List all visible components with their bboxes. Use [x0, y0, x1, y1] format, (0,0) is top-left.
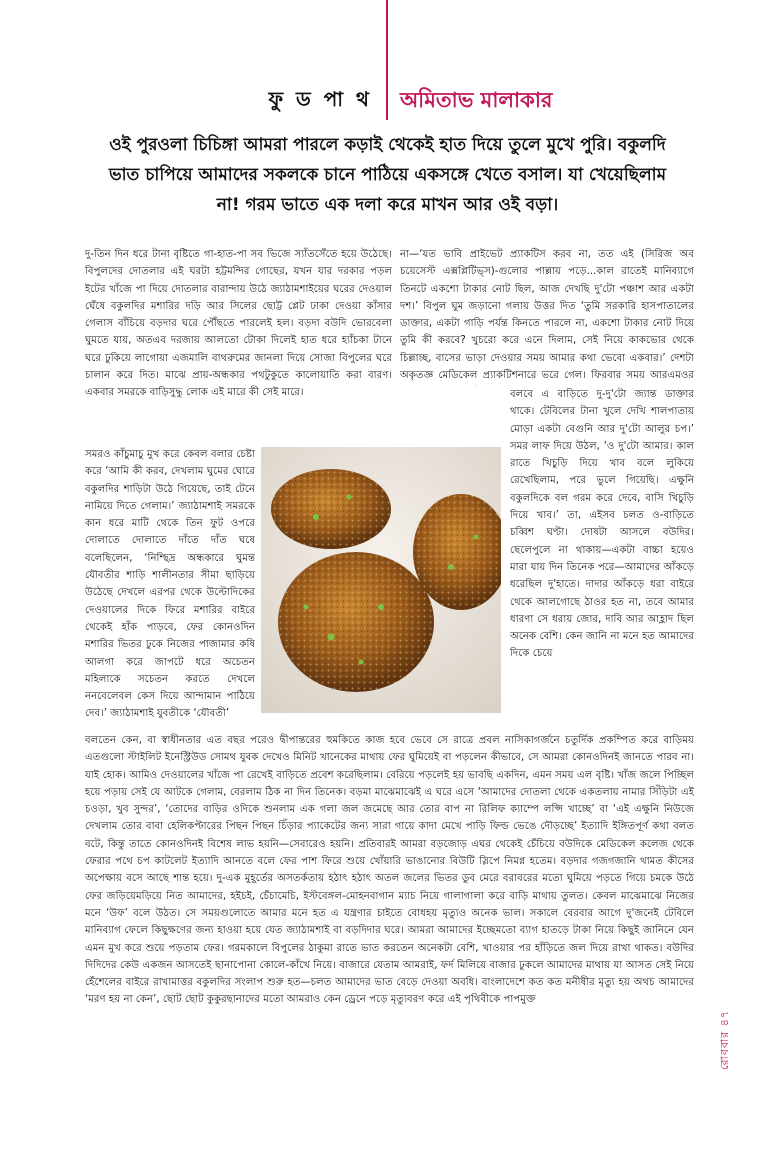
body-paragraph: না—‘যত ভাবি প্রাইভেট প্র্যাকটিস করব না, তত এই (সিরিজ অব চয়েসেস্ট এক্সপ্লিটিভ্স)-গুলোর পাল্লায় পড়ে...কাল রাতেই মানিব্যাগে তিনটে একশো টাকার নোট ছিল, আজ দেখছি দু'টো পঞ্চাশ আর একটা দশ।’ বিপুল ঘুম জড়ানো গলায় উত্তর দিত ‘তুমি সরকারি হাসপাতালের ডাক্তার, একটা গাড়ি পর্যন্ত কিনতে পারলে না, একশো টাকার নোট দিয়ে তুমি কী করবে? খুচরো করে এনে দিলাম, সেই নিয়ে কাকভোর থেকে চিল্লাচ্ছ, বাসের ভাড়া দেওয়ার সময় আমার কথা ভেবো একবার।’ দেশটা অকৃতজ্ঞ মেডিকেল প্র্যাকটিশনারে ভরে গেল। ফিরবার সময় আরএমওর [400, 249, 694, 382]
cutlet-1 [271, 469, 391, 549]
body-paragraph: দু-তিন দিন ধরে টানা বৃষ্টিতে গা-হাত-পা সব ভিজে স্যাঁতসেঁতে হয়ে উঠেছে। বিপুলদের দোতলার এই ঘরটা হট্টমন্দির গোছের, যখন যার দরকার পড়ল ইটের খাঁজে পা দিয়ে দোতলার বারান্দায় উঠে জ্যাঠামশাইয়ের ঘরের দেওয়াল ঘেঁষে বকুলদির মশারির দড়ি আর সিলের ছোট্ট প্লেট ঢাকা দেওয়া কাঁসার গেলাস বাঁচিয়ে বড়দার ঘরে পৌঁছতে পারলেই হল। বড়দা বউদি ভোরবেলা ঘুমতে যায়, অতএব দরজায় আলতো টোকা দিলেই হাত ধরে হ্যাঁচকা টানে ঘরে ঢুকিয়ে লাগোয়া এজমালি বাথরুমের জানলা দিয়ে সোজা বিপুলের ঘরে চালান করে দিত। মাঝে প্রায়-অন্ধকার পথটুকুতে কালোয়াতি করা বারণ। একবার সমরকে বাড়িসুদ্ধু লোক এই মারে কী সেই মারে। [85, 249, 392, 399]
body-column-right-wrap [510, 386, 694, 718]
header-divider [386, 0, 388, 120]
body-paragraph: সমরও কাঁচুমাচু মুখ করে কেবল বলার চেষ্টা করে ‘আমি কী করব, দেখলাম ঘুমের ঘোরে বকুলদির শাড়িটা উঠে গিয়েছে, তাই টেনে নামিয়ে দিতে গেলাম।’ জ্যাঠামশাই সমরকে কান ধরে মাটি থেকে তিন ফুট ওপরে দোলাতে দোলাতে দাঁতে দাঁত ঘষে বলেছিলেন, ‘নিশ্ছিদ্র অন্ধকারে ঘুমন্ত যৌবতীর শাড়ি শালীনতার সীমা ছাড়িয়ে উঠেছে দেখলে এরপর থেকে উল্টোদিকের দেওয়ালের দিকে ফিরে মশারির বাইরে থেকেই হাঁক পাড়বে, ফের কোনওদিন মশারির ভিতর ঢুকে নিজের পাজামার কষি আলগা করে জাপটে ধরে অচেতন মহিলাকে সচেতন করতে দেখলে ননবেলেবল কেস দিয়ে আন্দামান পাঠিয়ে দেব।’ জ্যাঠামশাই যুবতীকে ‘যৌবতী’ [85, 449, 255, 720]
food-photo [261, 447, 501, 713]
cutlet-3 [278, 552, 434, 692]
body-paragraph: বলতেন কেন, বা স্বাধীনতার এত বছর পরেও দ্বীপান্তরের হুমকিতে কাজ হবে ভেবে সে রাত্রে প্রবল নাসিকাগর্জনে চতুর্দিক প্রকম্পিত করে বাড়িময় এতগুলো স্টাইলিট ইনেস্ট্রিউড সোমথ যুবক দেখেও মিনিট খানেকের মাথায় ফের ঘুমিয়েই বা পড়লেন কীভাবে, সে আমরা কোনওদিনই জানতে পারব না। যাই হোক। আমিও দেওয়ালের খাঁজে পা রেখেই বাড়িতে প্রবেশ করেছিলাম। বেরিয়ে পড়লেই হয় ভাবছি একদিন, এমন সময় এল বৃষ্টি। খাঁজ জলে পিচ্ছিল হয়ে পড়ায় সেই যে আটকে গেলাম, বেরলাম ঠিক না দিন তিনেক। বড়মা মাঝেমাঝেই এ ঘরে এসে ‘আমাদের দোতলা থেকে একতলায় নামার সিঁড়িটা এই চওড়া, খুব সুন্দর’, ‘তোদের বাড়ির ওদিকে শুনলাম এক গলা জল জমেছে আর তোর বাপ না রিলিফ ক্যাম্পে লপ্সি খাচ্ছে’ বা ‘এই এক্ষুনি নিউজে দেখলাম তোর বাবা হেলিকপ্টারের পিছন পিছন চিঁড়ার প্যাকেটের জন্য সারা গায়ে কাদা মেখে পাড়ি ফিল্ড ভেঙে দৌড়চ্ছে’ ইত্যাদি ইঙ্গিতপূর্ণ কথা বলত বটে, কিন্তু তাতে কোনওদিনই বিশেষ লাভ হয়নি—সেবারেও হয়নি। প্রতিবারই আমরা বড়জোড় এঘর থেকেই চেঁচিয়ে বউদিকে মেডিকেল কলেজ থেকে ফেরার পথে চপ কাটলেট ইত্যাদি আনতে বলে ফের পাশ ফিরে শুয়ে খোঁয়ারি ভাঙানোর বিউটি স্লিপে নিমগ্ন হতেম। বড়দার গজগজানি থামত কীসের অপেক্ষায় বসে আছে শান্ত হয়ে। দু-এক মুহূর্তের অসতর্কতায় হঠাৎ হঠাৎ অতল জলের ভিতর ডুব মেরে বরাবরের মতো ঘুমিয়ে পড়তে গিয়ে চমকে উঠে ফের জড়িয়েমড়িয়ে নিত আমাদের, হইচই, চেঁচামেচি, ইস্টবেঙ্গল-মোহনবাগান ম্যাচ নিয়ে গালাগালা করে বাড়ি মাথায় তুলত। কেবল মাঝেমাঝে নিজের মনে ‘উফ’ বলে উঠত। সে সময়গুলোতে আমার মনে হত এ যন্ত্রণার চাইতে বোধহয় মৃত্যুও অনেক ভাল। সকালে বেরবার আগে দু'জনেই টেবিলে মানিব্যাগ ফেলে কিছুক্ষণের জন্য হাওয়া হয়ে যেত জ্যাঠামশাই বা বড়দিদার ঘরে। আমরা আমাদের ইচ্ছেমতো ব্যাগ হাতড়ে টাকা নিয়ে কিছুই জানিনে যেন এমন মুখ করে শুয়ে পড়তাম ফের। গরমকালে বিপুলের ঠাকুমা রাতে ভাত করতেন অনেকটা বেশি, খাওয়ার পর হাঁড়িতে জল দিয়ে রাখা থাকত। বউদির দিদিদের কেউ একজন আসতেই ছানাপোনা কোলে-কাঁখে নিয়ে। বাজারে যেতাম আমরাই, ফর্দ মিলিয়ে বাজার ঢুকলে আমাদের মাথায় যা আসত সেই নিয়ে হেঁশেলের বাইরে রাখামাত্তর বকুলদির সংলাপ শুরু হত—চলত আমাদের ভাত বেড়ে দেওয়া অবধি। বাংলাদেশে কত কত মনীষীর মৃত্যু হয় অথচ আমাদের ‘মরণ হয় না কেন’, ছোট ছোট কুকুরছানাদের মতো আমরাও কেন ড্রেনে পড়ে মৃত্যুবরণ করে এই পৃথিবীকে পাপমুক্ত [85, 735, 694, 1006]
cutlets-illustration [261, 447, 501, 713]
body-column-left [85, 246, 392, 446]
body-column-left-wrap [85, 446, 255, 748]
intro-pull-quote: ওই পুরওলা চিচিঙ্গা আমরা পারলে কড়াই থেকেই হাত দিয়ে তুলে মুখে পুরি। বকুলদি ভাত চাপিয়ে আমাদের সকলকে চানে পাঠিয়ে একসঙ্গে খেতে বসাল। যা খেয়েছিলাম না! গরম ভাতে এক দলা করে মাখন আর ওই বড়া। [108, 135, 667, 215]
body-column-right [400, 246, 694, 386]
page-footer: রোববার ৪৭ [718, 1010, 731, 1070]
column-title: ফু ড পা থ [268, 87, 372, 111]
author-name: অমিতাভ মালাকার [400, 88, 553, 112]
body-column-bottom [85, 732, 694, 1088]
body-paragraph: বলবে এ বাড়িতে দু-দু'টো জ্যান্ত ডাক্তার থাকে। টেবিলের টানা খুলে দেখি শালপাতায় মোড়া একটা বেগুনি আর দু'টো আলুর চপ।’ সমর লাফ দিয়ে উঠল, ‘ও দু'টো আমার। কাল রাতে খিচুড়ি দিয়ে খাব বলে লুকিয়ে রেখেছিলাম, পরে ভুলে গিয়েছি। এক্ষুনি বকুলদিকে বল গরম করে দেবে, বাসি খিচুড়ি দিয়ে খাব।’ তা, এইসব চলত ও-বাড়িতে চব্বিশ ঘণ্টা। দোষটা আসলে বউদির। ছেলেপুলে না থাকায়—একটা বাচ্চা হয়েও মারা যায় দিন তিনেক পরে—আমাদের আঁকড়ে ধরেছিল দু'হাতে। দাদার আঁকড়ে ধরা বাইরে থেকে আলগোছে ঠাওর হত না, তবে আমার ধারণা সে ধরায় জোর, দাবি আর আহ্লাদ ছিল অনেক বেশি। কেন জানি না মনে হত আমাদের দিকে চেয়ে [510, 389, 694, 660]
